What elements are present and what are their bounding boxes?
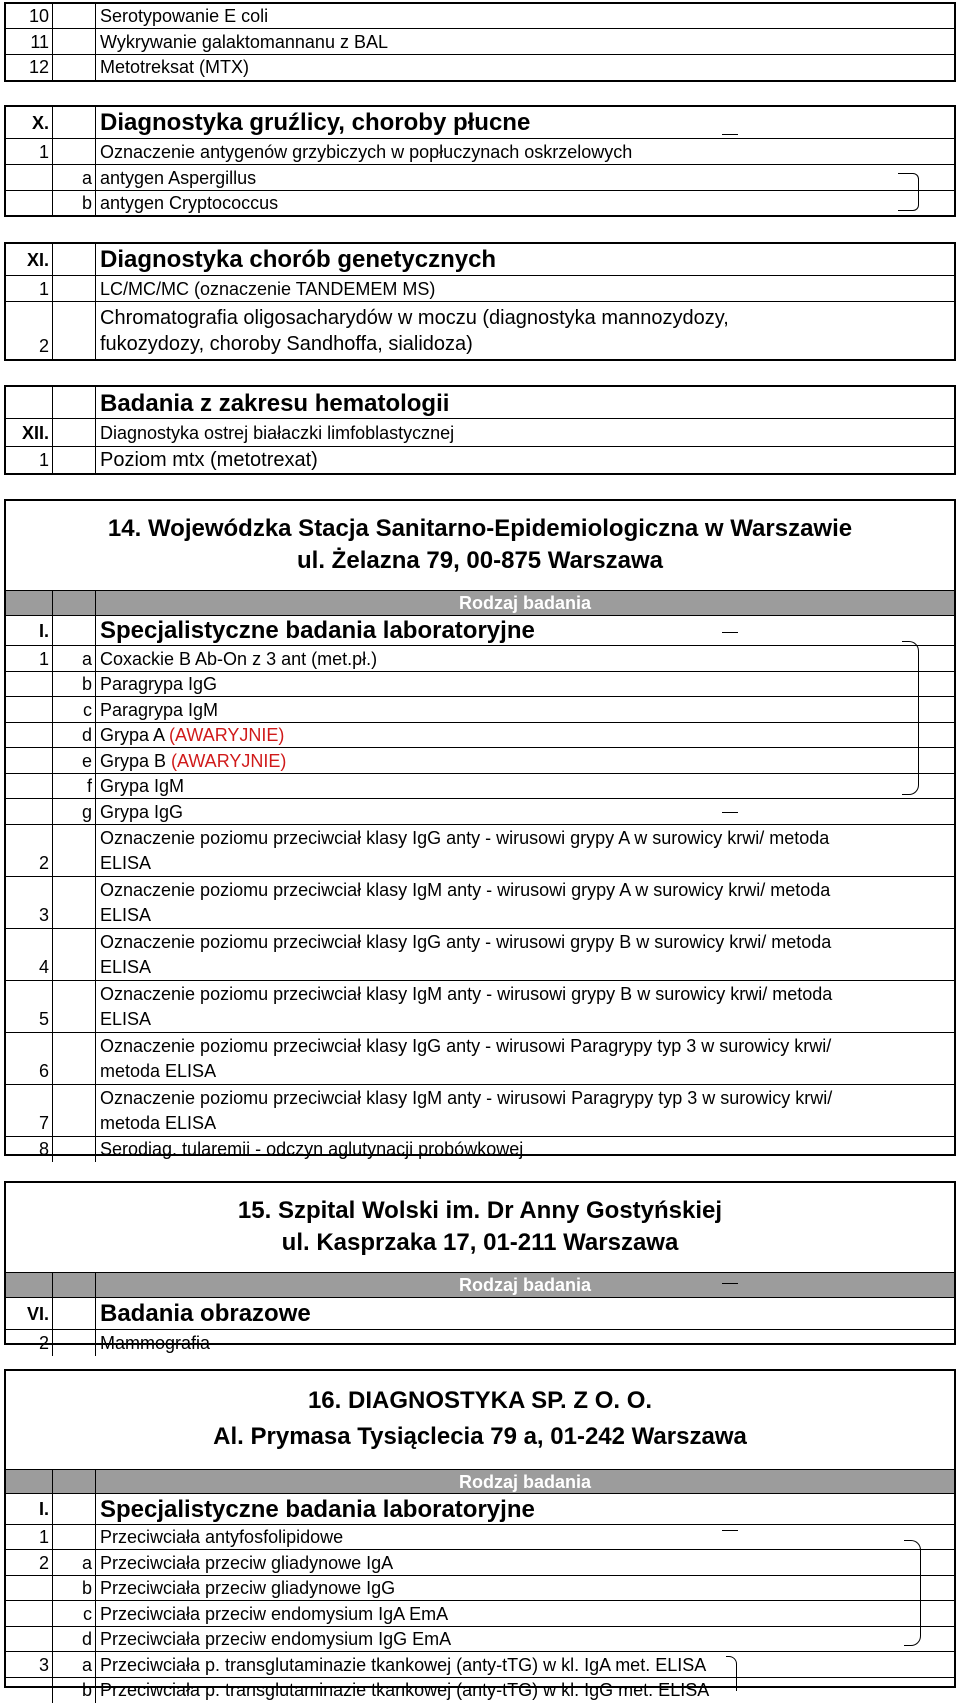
row-text: Mammografia bbox=[100, 1333, 211, 1353]
row-letter: g bbox=[52, 799, 96, 824]
row-number: 1 bbox=[38, 649, 49, 669]
row-text-line: ELISA bbox=[100, 957, 152, 977]
row-letter bbox=[52, 1494, 96, 1524]
row-number bbox=[6, 723, 52, 747]
table-row bbox=[6, 447, 954, 473]
section-row bbox=[6, 107, 954, 139]
row-text bbox=[96, 929, 954, 980]
table-row bbox=[6, 929, 954, 981]
row-text: Metotreksat (MTX) bbox=[100, 57, 250, 77]
table-row bbox=[6, 302, 954, 359]
row-letter: d bbox=[52, 723, 96, 747]
band-cell bbox=[52, 591, 96, 615]
row-text-main: Paragrypa IgM bbox=[100, 700, 219, 720]
row-letter bbox=[52, 1137, 96, 1162]
row-letter bbox=[52, 1525, 96, 1549]
row-number: 8 bbox=[38, 1139, 49, 1159]
table-row bbox=[6, 1137, 954, 1162]
row-text-line: Oznaczenie poziomu przeciwciał klasy IgM anty - wirusowi Paragrypy typ 3 w surowicy krwi/ bbox=[100, 1088, 833, 1108]
row-text bbox=[96, 877, 954, 928]
row-text: Przeciwciała przeciw gliadynowe IgA bbox=[100, 1553, 394, 1573]
row-number bbox=[6, 1678, 52, 1703]
underline-mark bbox=[722, 1530, 738, 1531]
row-letter bbox=[52, 825, 96, 876]
row-text bbox=[96, 697, 954, 722]
column-header-label: Rodzaj badania bbox=[458, 593, 592, 613]
institution-address: Al. Prymasa Tysiąclecia 79 a, 01-242 Warszawa bbox=[213, 1423, 747, 1450]
institution-header bbox=[6, 1183, 954, 1273]
table-row bbox=[6, 1525, 954, 1550]
table-row bbox=[6, 165, 954, 191]
column-header-label: Rodzaj badania bbox=[458, 1275, 592, 1295]
row-letter bbox=[52, 4, 96, 28]
group-bracket bbox=[904, 1540, 921, 1646]
underline-mark bbox=[722, 1283, 738, 1284]
institution-address: ul. Kasprzaka 17, 01-211 Warszawa bbox=[281, 1229, 679, 1256]
row-text: Wykrywanie galaktomannanu z BAL bbox=[100, 32, 388, 52]
table-block-6 bbox=[4, 1181, 956, 1353]
row-text-line: ELISA bbox=[100, 853, 152, 873]
section-number: I. bbox=[38, 1499, 49, 1519]
row-text bbox=[96, 723, 954, 747]
row-number bbox=[6, 774, 52, 798]
row-text: Serotypowanie E coli bbox=[100, 6, 269, 26]
band-cell bbox=[6, 591, 52, 615]
band-cell bbox=[6, 1470, 52, 1493]
table-row bbox=[6, 419, 954, 447]
row-letter bbox=[52, 244, 96, 275]
row-text-main: Grypa IgM bbox=[100, 776, 185, 796]
row-number bbox=[6, 697, 52, 722]
row-letter bbox=[52, 419, 96, 446]
row-number: 3 bbox=[38, 1655, 49, 1675]
row-text-main: Grypa B bbox=[100, 751, 172, 771]
group-bracket bbox=[726, 1656, 737, 1691]
row-number: 1 bbox=[38, 450, 49, 470]
row-text: Przeciwciała p. transglutaminazie tkankowej (anty-tTG) w kl. IgA met. ELISA bbox=[100, 1655, 707, 1675]
row-letter: c bbox=[52, 697, 96, 722]
table-block-5 bbox=[4, 499, 956, 1159]
row-text: Przeciwciała p. transglutaminazie tkankowej (anty-tTG) w kl. IgG met. ELISA bbox=[100, 1680, 710, 1700]
group-bracket bbox=[902, 641, 919, 795]
row-text-line: Oznaczenie poziomu przeciwciał klasy IgG anty - wirusowi grypy B w surowicy krwi/ metoda bbox=[100, 932, 832, 952]
table-row bbox=[6, 1330, 954, 1356]
row-text bbox=[96, 1085, 954, 1136]
table-row bbox=[6, 646, 954, 672]
table-block-7 bbox=[4, 1369, 956, 1700]
section-title: Badania obrazowe bbox=[100, 1300, 311, 1327]
table-row bbox=[6, 1652, 954, 1678]
section-number: XII. bbox=[21, 423, 49, 443]
table-block-3 bbox=[4, 242, 956, 361]
row-letter: a bbox=[52, 1652, 96, 1677]
row-text bbox=[96, 981, 954, 1032]
row-text-line: Oznaczenie poziomu przeciwciał klasy IgM anty - wirusowi grypy B w surowicy krwi/ metoda bbox=[100, 984, 833, 1004]
row-text-line: Oznaczenie poziomu przeciwciał klasy IgG anty - wirusowi grypy A w surowicy krwi/ metoda bbox=[100, 828, 830, 848]
column-header-band bbox=[6, 1273, 954, 1298]
row-letter bbox=[52, 1298, 96, 1329]
band-cell bbox=[52, 1273, 96, 1297]
table-row bbox=[6, 191, 954, 215]
row-text-line: fukozydozy, choroby Sandhoffa, sialidoza) bbox=[100, 333, 473, 355]
table-row bbox=[6, 877, 954, 929]
row-text-line: ELISA bbox=[100, 1009, 152, 1029]
row-text bbox=[96, 774, 954, 798]
table-row bbox=[6, 825, 954, 877]
row-number bbox=[6, 799, 52, 824]
group-bracket bbox=[898, 173, 919, 211]
row-text bbox=[96, 1033, 954, 1084]
column-header-band bbox=[6, 591, 954, 616]
section-row bbox=[6, 244, 954, 276]
row-letter bbox=[52, 929, 96, 980]
section-number: VI. bbox=[26, 1304, 49, 1324]
urgent-tag: (AWARYJNIE) bbox=[171, 751, 287, 771]
row-text: Serodiag. tularemii - odczyn aglutynacji probówkowej bbox=[100, 1139, 524, 1159]
row-number: 3 bbox=[38, 905, 49, 925]
row-number bbox=[6, 672, 52, 696]
row-number: 7 bbox=[38, 1113, 49, 1133]
row-number: 4 bbox=[38, 957, 49, 977]
section-row bbox=[6, 1494, 954, 1525]
row-number: 6 bbox=[38, 1061, 49, 1081]
section-title: Diagnostyka gruźlicy, choroby płucne bbox=[100, 109, 531, 136]
table-row bbox=[6, 1678, 954, 1703]
row-text-main: Paragrypa IgG bbox=[100, 674, 218, 694]
table-row bbox=[6, 29, 954, 55]
row-text-line: Oznaczenie poziomu przeciwciał klasy IgM anty - wirusowi grypy A w surowicy krwi/ metoda bbox=[100, 880, 831, 900]
section-title: Specjalistyczne badania laboratoryjne bbox=[100, 617, 535, 644]
row-text-line: metoda ELISA bbox=[100, 1061, 217, 1081]
underline-mark bbox=[722, 812, 738, 813]
row-letter bbox=[52, 1085, 96, 1136]
row-text bbox=[96, 799, 954, 824]
table-row bbox=[6, 1085, 954, 1137]
underline-mark bbox=[722, 80, 738, 81]
row-text-line: ELISA bbox=[100, 905, 152, 925]
row-text: Przeciwciała przeciw endomysium IgA EmA bbox=[100, 1604, 449, 1624]
row-letter bbox=[52, 1033, 96, 1084]
table-row bbox=[6, 723, 954, 748]
section-row bbox=[6, 616, 954, 646]
section-row bbox=[6, 387, 954, 419]
row-number: 12 bbox=[28, 57, 49, 77]
row-letter bbox=[52, 387, 96, 418]
row-text-main: Coxackie B Ab-On z 3 ant (met.pł.) bbox=[100, 649, 378, 669]
row-number: 1 bbox=[38, 279, 49, 299]
row-number: 2 bbox=[38, 336, 49, 356]
urgent-tag: (AWARYJNIE) bbox=[169, 725, 285, 745]
table-row bbox=[6, 139, 954, 165]
section-title: Diagnostyka chorób genetycznych bbox=[100, 246, 497, 273]
row-text: Poziom mtx (metotrexat) bbox=[100, 449, 318, 471]
table-row bbox=[6, 1576, 954, 1601]
table-row bbox=[6, 748, 954, 774]
table-row bbox=[6, 799, 954, 825]
row-number bbox=[6, 1627, 52, 1651]
row-letter: d bbox=[52, 1627, 96, 1651]
row-number: 10 bbox=[28, 6, 49, 26]
section-row bbox=[6, 1298, 954, 1330]
underline-mark bbox=[722, 632, 738, 633]
institution-header bbox=[6, 1371, 954, 1470]
institution-name: 16. DIAGNOSTYKA SP. Z O. O. bbox=[307, 1387, 653, 1414]
table-row bbox=[6, 4, 954, 29]
column-header-band bbox=[6, 1470, 954, 1494]
table-row bbox=[6, 1033, 954, 1085]
row-number bbox=[6, 191, 52, 215]
column-header-label: Rodzaj badania bbox=[458, 1472, 592, 1492]
row-number: 1 bbox=[38, 1527, 49, 1547]
row-letter bbox=[52, 276, 96, 301]
row-letter: c bbox=[52, 1601, 96, 1626]
row-letter: a bbox=[52, 646, 96, 671]
row-letter bbox=[52, 981, 96, 1032]
institution-address: ul. Żelazna 79, 00-875 Warszawa bbox=[297, 547, 663, 574]
row-text-line: metoda ELISA bbox=[100, 1113, 217, 1133]
section-title: Specjalistyczne badania laboratoryjne bbox=[100, 1496, 535, 1523]
row-letter: b bbox=[52, 1678, 96, 1703]
row-letter bbox=[52, 302, 96, 359]
table-block-4 bbox=[4, 385, 956, 475]
row-text: LC/MC/MC (oznaczenie TANDEMEM MS) bbox=[100, 279, 436, 299]
row-number bbox=[6, 165, 52, 190]
row-letter bbox=[52, 1330, 96, 1356]
row-number: 2 bbox=[38, 1553, 49, 1573]
table-row bbox=[6, 1627, 954, 1652]
table-row bbox=[6, 276, 954, 302]
row-number bbox=[6, 1576, 52, 1600]
row-number: 2 bbox=[38, 1333, 49, 1353]
row-text: Przeciwciała przeciw endomysium IgG EmA bbox=[100, 1629, 452, 1649]
row-text bbox=[96, 646, 954, 671]
section-number: X. bbox=[31, 113, 49, 133]
row-number bbox=[6, 748, 52, 773]
row-letter: e bbox=[52, 748, 96, 773]
row-letter: b bbox=[52, 191, 96, 215]
section-number: XI. bbox=[26, 250, 49, 270]
row-letter bbox=[52, 616, 96, 645]
row-letter bbox=[52, 29, 96, 54]
row-letter bbox=[52, 107, 96, 138]
row-text-main: Grypa IgG bbox=[100, 802, 184, 822]
row-text: antygen Aspergillus bbox=[100, 168, 257, 188]
row-letter: a bbox=[52, 1550, 96, 1575]
table-row bbox=[6, 55, 954, 80]
row-text: Oznaczenie antygenów grzybiczych w popłuczynach oskrzelowych bbox=[100, 142, 633, 162]
row-number: 2 bbox=[38, 853, 49, 873]
row-text bbox=[96, 825, 954, 876]
row-text: Przeciwciała antyfosfolipidowe bbox=[100, 1527, 344, 1547]
row-letter bbox=[52, 139, 96, 164]
row-text: Diagnostyka ostrej białaczki limfoblastycznej bbox=[100, 423, 455, 443]
section-title: Badania z zakresu hematologii bbox=[100, 390, 450, 417]
institution-name: 14. Wojewódzka Stacja Sanitarno-Epidemiologiczna w Warszawie bbox=[107, 515, 853, 542]
table-row bbox=[6, 1550, 954, 1576]
row-letter: b bbox=[52, 672, 96, 696]
institution-header bbox=[6, 501, 954, 591]
row-letter bbox=[52, 877, 96, 928]
table-block-2 bbox=[4, 105, 956, 217]
table-row bbox=[6, 981, 954, 1033]
row-text: antygen Cryptococcus bbox=[100, 193, 279, 213]
row-text: Przeciwciała przeciw gliadynowe IgG bbox=[100, 1578, 396, 1598]
underline-mark bbox=[722, 134, 738, 135]
row-number: 11 bbox=[30, 32, 49, 52]
row-number bbox=[6, 1601, 52, 1626]
row-number: 5 bbox=[38, 1009, 49, 1029]
section-number: I. bbox=[38, 621, 49, 641]
row-letter: a bbox=[52, 165, 96, 190]
row-text-line: Chromatografia oligosacharydów w moczu (diagnostyka mannozydozy, bbox=[100, 307, 729, 329]
row-text bbox=[96, 302, 954, 359]
row-text-main: Grypa A bbox=[100, 725, 170, 745]
row-text bbox=[96, 748, 954, 773]
row-letter bbox=[52, 447, 96, 473]
table-row bbox=[6, 774, 954, 799]
section-number bbox=[6, 387, 52, 418]
band-cell bbox=[52, 1470, 96, 1493]
row-letter bbox=[52, 55, 96, 80]
band-cell bbox=[6, 1273, 52, 1297]
row-letter: f bbox=[52, 774, 96, 798]
institution-name: 15. Szpital Wolski im. Dr Anny Gostyńskiej bbox=[237, 1197, 723, 1224]
row-number: 1 bbox=[38, 142, 49, 162]
row-text bbox=[96, 672, 954, 696]
table-row bbox=[6, 697, 954, 723]
row-letter: b bbox=[52, 1576, 96, 1600]
table-row bbox=[6, 672, 954, 697]
row-text-line: Oznaczenie poziomu przeciwciał klasy IgG anty - wirusowi Paragrypy typ 3 w surowicy krwi/ bbox=[100, 1036, 832, 1056]
table-row bbox=[6, 1601, 954, 1627]
table-block-1 bbox=[4, 2, 956, 82]
